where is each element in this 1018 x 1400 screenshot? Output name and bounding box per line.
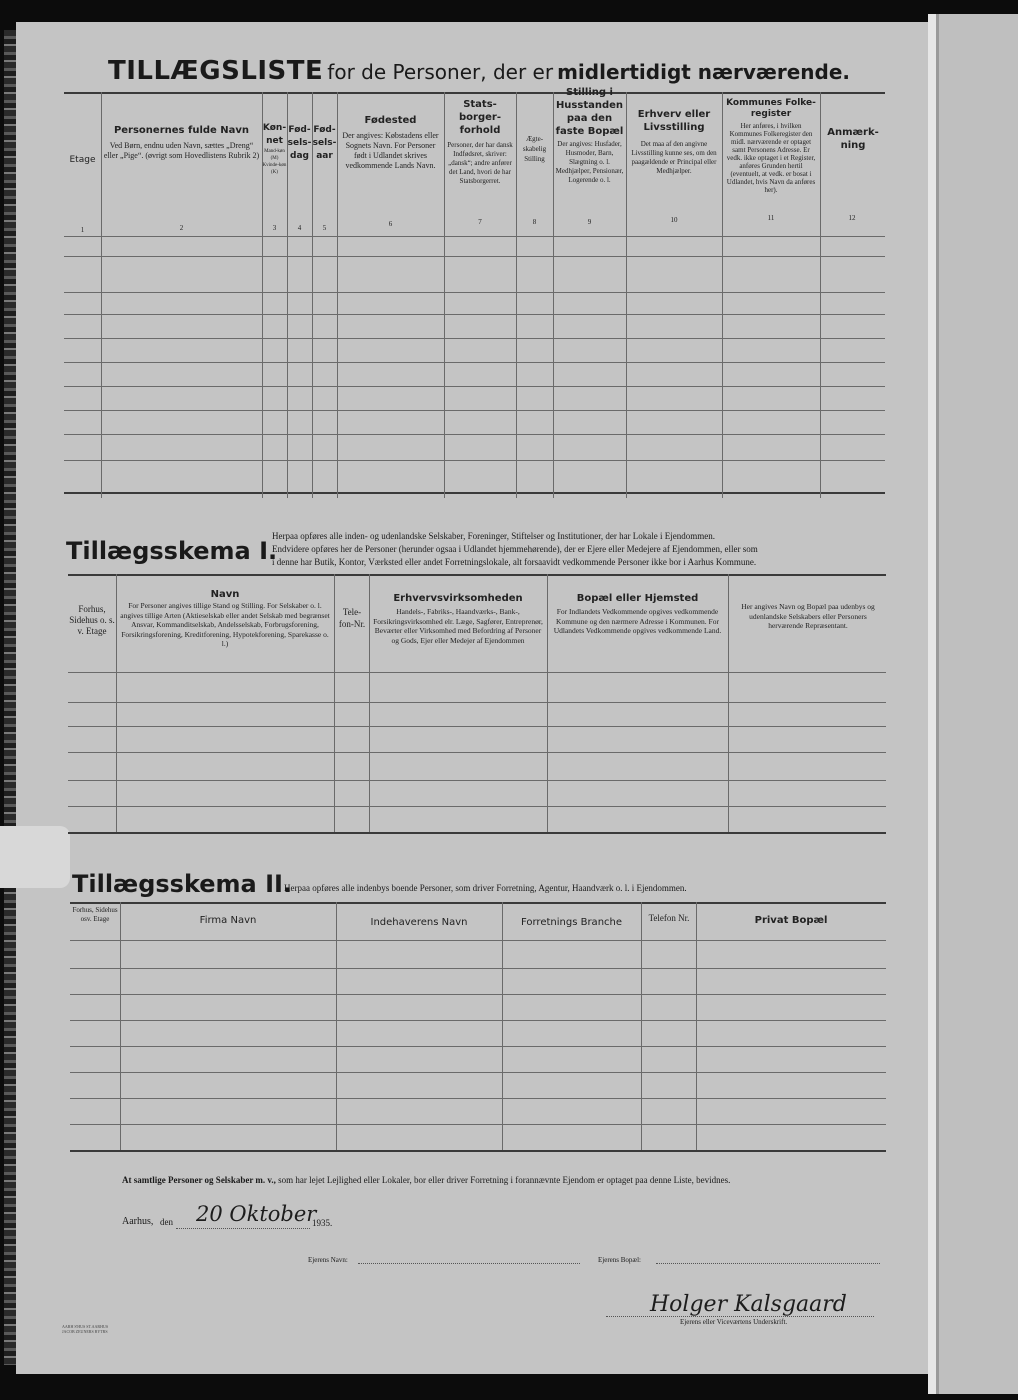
s1-col-erhverv: Erhvervsvirksomheden Handels-, Fabriks-, Haandværks-, Bank-, Forsikringsvirksomhed elr. Læge, Sagfører, Entreprenør, Beværter eller Virksomhed med Befordring af Personer og Gods, Ejer eller Medejer af Ejendommen — [373, 593, 543, 645]
year-label: 1935. — [312, 1218, 333, 1228]
title-bold: midlertidigt nærværende. — [557, 60, 850, 84]
col-stilling: Stilling i Husstanden paa den faste Bopæl Der angives: Husfader, Husmoder, Barn, Slægtning o. l. Medhjælper, Pensionær, Logerende o. l. — [555, 87, 624, 184]
col-aegteskab: Ægte-skabelig Stilling — [522, 135, 547, 163]
col-num-11: 11 — [767, 214, 775, 222]
den-label: den — [160, 1217, 173, 1227]
col-folkeregister: Kommunes Folke-register Her anføres, i hvilken Kommunes Folkeregister den midl. nærværende er optaget samt Personens Adresse. Er vedk. ikke optaget i et Register, anføres Grunden hertil (eventuelt, at vedk. er bosat i Udlandet, hvis Navn da anføres her). — [726, 98, 816, 194]
col-foedselsaar: Fød-sels-aar — [312, 125, 337, 161]
col-num-6: 6 — [388, 220, 393, 228]
s1-col-bopael: Bopæl eller Hjemsted For Indlandets Vedkommende opgives vedkommende Kommune og den nærmere Adresse i Kommunen. For Udlandets Vedkommende opgives vedkommende Land. — [553, 593, 722, 635]
col-koen: Køn-net Mand-køn (M) Kvinde-køn (K) — [262, 123, 287, 175]
date-handwritten: 20 Oktober — [196, 1202, 317, 1226]
owner-name-label: Ejerens Navn: — [308, 1256, 348, 1264]
s2-col-etage: Forhus, Sidehus osv. Etage — [72, 906, 118, 923]
paper-tab — [0, 826, 70, 888]
declaration — [122, 1175, 892, 1185]
signature: Holger Kalsgaard — [650, 1292, 847, 1317]
page-title — [108, 56, 868, 86]
col-num-9: 9 — [587, 218, 592, 226]
signature-label: Ejerens eller Viceværtens Underskrift. — [680, 1318, 788, 1326]
col-foedselsdag: Fød-sels-dag — [287, 125, 312, 161]
s1-col-etage: Forhus, Sidehus o. s. v. Etage — [69, 604, 115, 636]
title-tillaegsliste: TILLÆGSLISTE — [108, 56, 324, 86]
col-num-10: 10 — [670, 216, 678, 224]
date-line — [176, 1228, 310, 1229]
schema1-intro-line2: Endvidere opføres her de Personer (herunder ogsaa i Udlandet hjemmehørende), der er Ejere eller Medejere af Ejendommen, eller som — [272, 544, 758, 554]
col-num-12: 12 — [848, 214, 856, 222]
col-num-4: 4 — [297, 224, 302, 232]
owner-address-line — [656, 1263, 880, 1264]
s2-col-firma: Firma Navn — [199, 915, 257, 926]
s1-col-repraesentant: Her angives Navn og Bopæl paa udenbys og udenlandske Selskabers eller Personers herværende Repræsentant. — [741, 602, 875, 630]
s2-col-telefon: Telefon Nr. — [648, 913, 690, 923]
s2-col-bopael: Privat Bopæl — [754, 915, 828, 926]
col-etage: Etage — [69, 155, 96, 165]
s2-col-branche: Forretnings Branche — [520, 917, 623, 928]
declaration-bold: At samtlige Personer og Selskaber m. v., — [122, 1175, 276, 1185]
col-anmaerkning: Anmærk-ning — [827, 127, 879, 151]
col-num-2: 2 — [179, 224, 184, 232]
printer-mark: AARH S'HUS ST.AARHUS JACOB ZEUNERS BYTRS — [62, 1324, 109, 1334]
s2-col-indehaver: Indehaverens Navn — [370, 917, 468, 928]
col-erhverv: Erhverv eller Livsstilling Det maa af den angivne Livsstilling kunne ses, om den paagældende er Principal eller Medhjælper. — [631, 109, 717, 175]
schema1-intro — [272, 530, 892, 569]
col-num-1: 1 — [80, 226, 85, 234]
schema2-title: Tillægsskema II. — [72, 870, 293, 898]
s1-col-telefon: Tele-fon-Nr. — [338, 607, 366, 629]
col-num-7: 7 — [478, 218, 482, 226]
schema1-title: Tillægsskema I. — [66, 537, 278, 565]
owner-address-label: Ejerens Bopæl: — [598, 1256, 641, 1264]
col-statsborger: Stats-borger-forhold Personer, der har dansk Indfødsret, skriver: „dansk“; andre anfører det Land, hvori de har Statsborgerret. — [447, 99, 513, 185]
schema1-intro-line1: Herpaa opføres alle inden- og udenlandske Selskaber, Foreninger, Stiftelser og Institutioner, der har Lokale i Ejendommen. — [272, 531, 716, 541]
col-num-8: 8 — [532, 218, 537, 226]
col-name: Personernes fulde Navn Ved Børn, endnu uden Navn, sættes „Dreng“ eller „Pige“. (øvrigt som Hovedlistens Rubrik 2) — [103, 125, 260, 160]
place-label: Aarhus, — [122, 1216, 154, 1227]
schema1-intro-line3: i denne har Butik, Kontor, Værksted eller andet Forretningslokale, alt forsaavidt vedkommende Personer ikke bor i Aarhus Kommune. — [272, 557, 757, 567]
col-num-5: 5 — [322, 224, 327, 232]
col-foedested: Fødested Der angives: Købstadens eller Sognets Navn. For Personer født i Udlandet skrives vedkommende Lands Navn. — [342, 115, 439, 170]
col-num-3: 3 — [272, 224, 277, 232]
title-rest: for de Personer, der er — [327, 60, 554, 84]
s1-col-navn: Navn For Personer angives tillige Stand og Stilling. For Selskaber o. l. angives tillige Arten (Aktieselskab eller andet Selskab med begrænset Ansvar, Kommanditselskab, Andelsselskab, Forbrugsforening, Forsikringsforening, Kreditforening, Hypotekforening, Sparekasse o. l.) — [120, 589, 330, 648]
signature-line — [606, 1316, 874, 1317]
schema2-intro: Herpaa opføres alle indenbys boende Personer, som driver Forretning, Agentur, Haandværk o. l. i Ejendommen. — [284, 883, 687, 893]
facing-page — [936, 14, 1018, 1394]
owner-name-line — [358, 1263, 580, 1264]
declaration-rest: som har lejet Lejlighed eller Lokaler, bor eller driver Forretning i forannævnte Ejendom er optaget paa denne Liste, bevidnes. — [278, 1175, 731, 1185]
